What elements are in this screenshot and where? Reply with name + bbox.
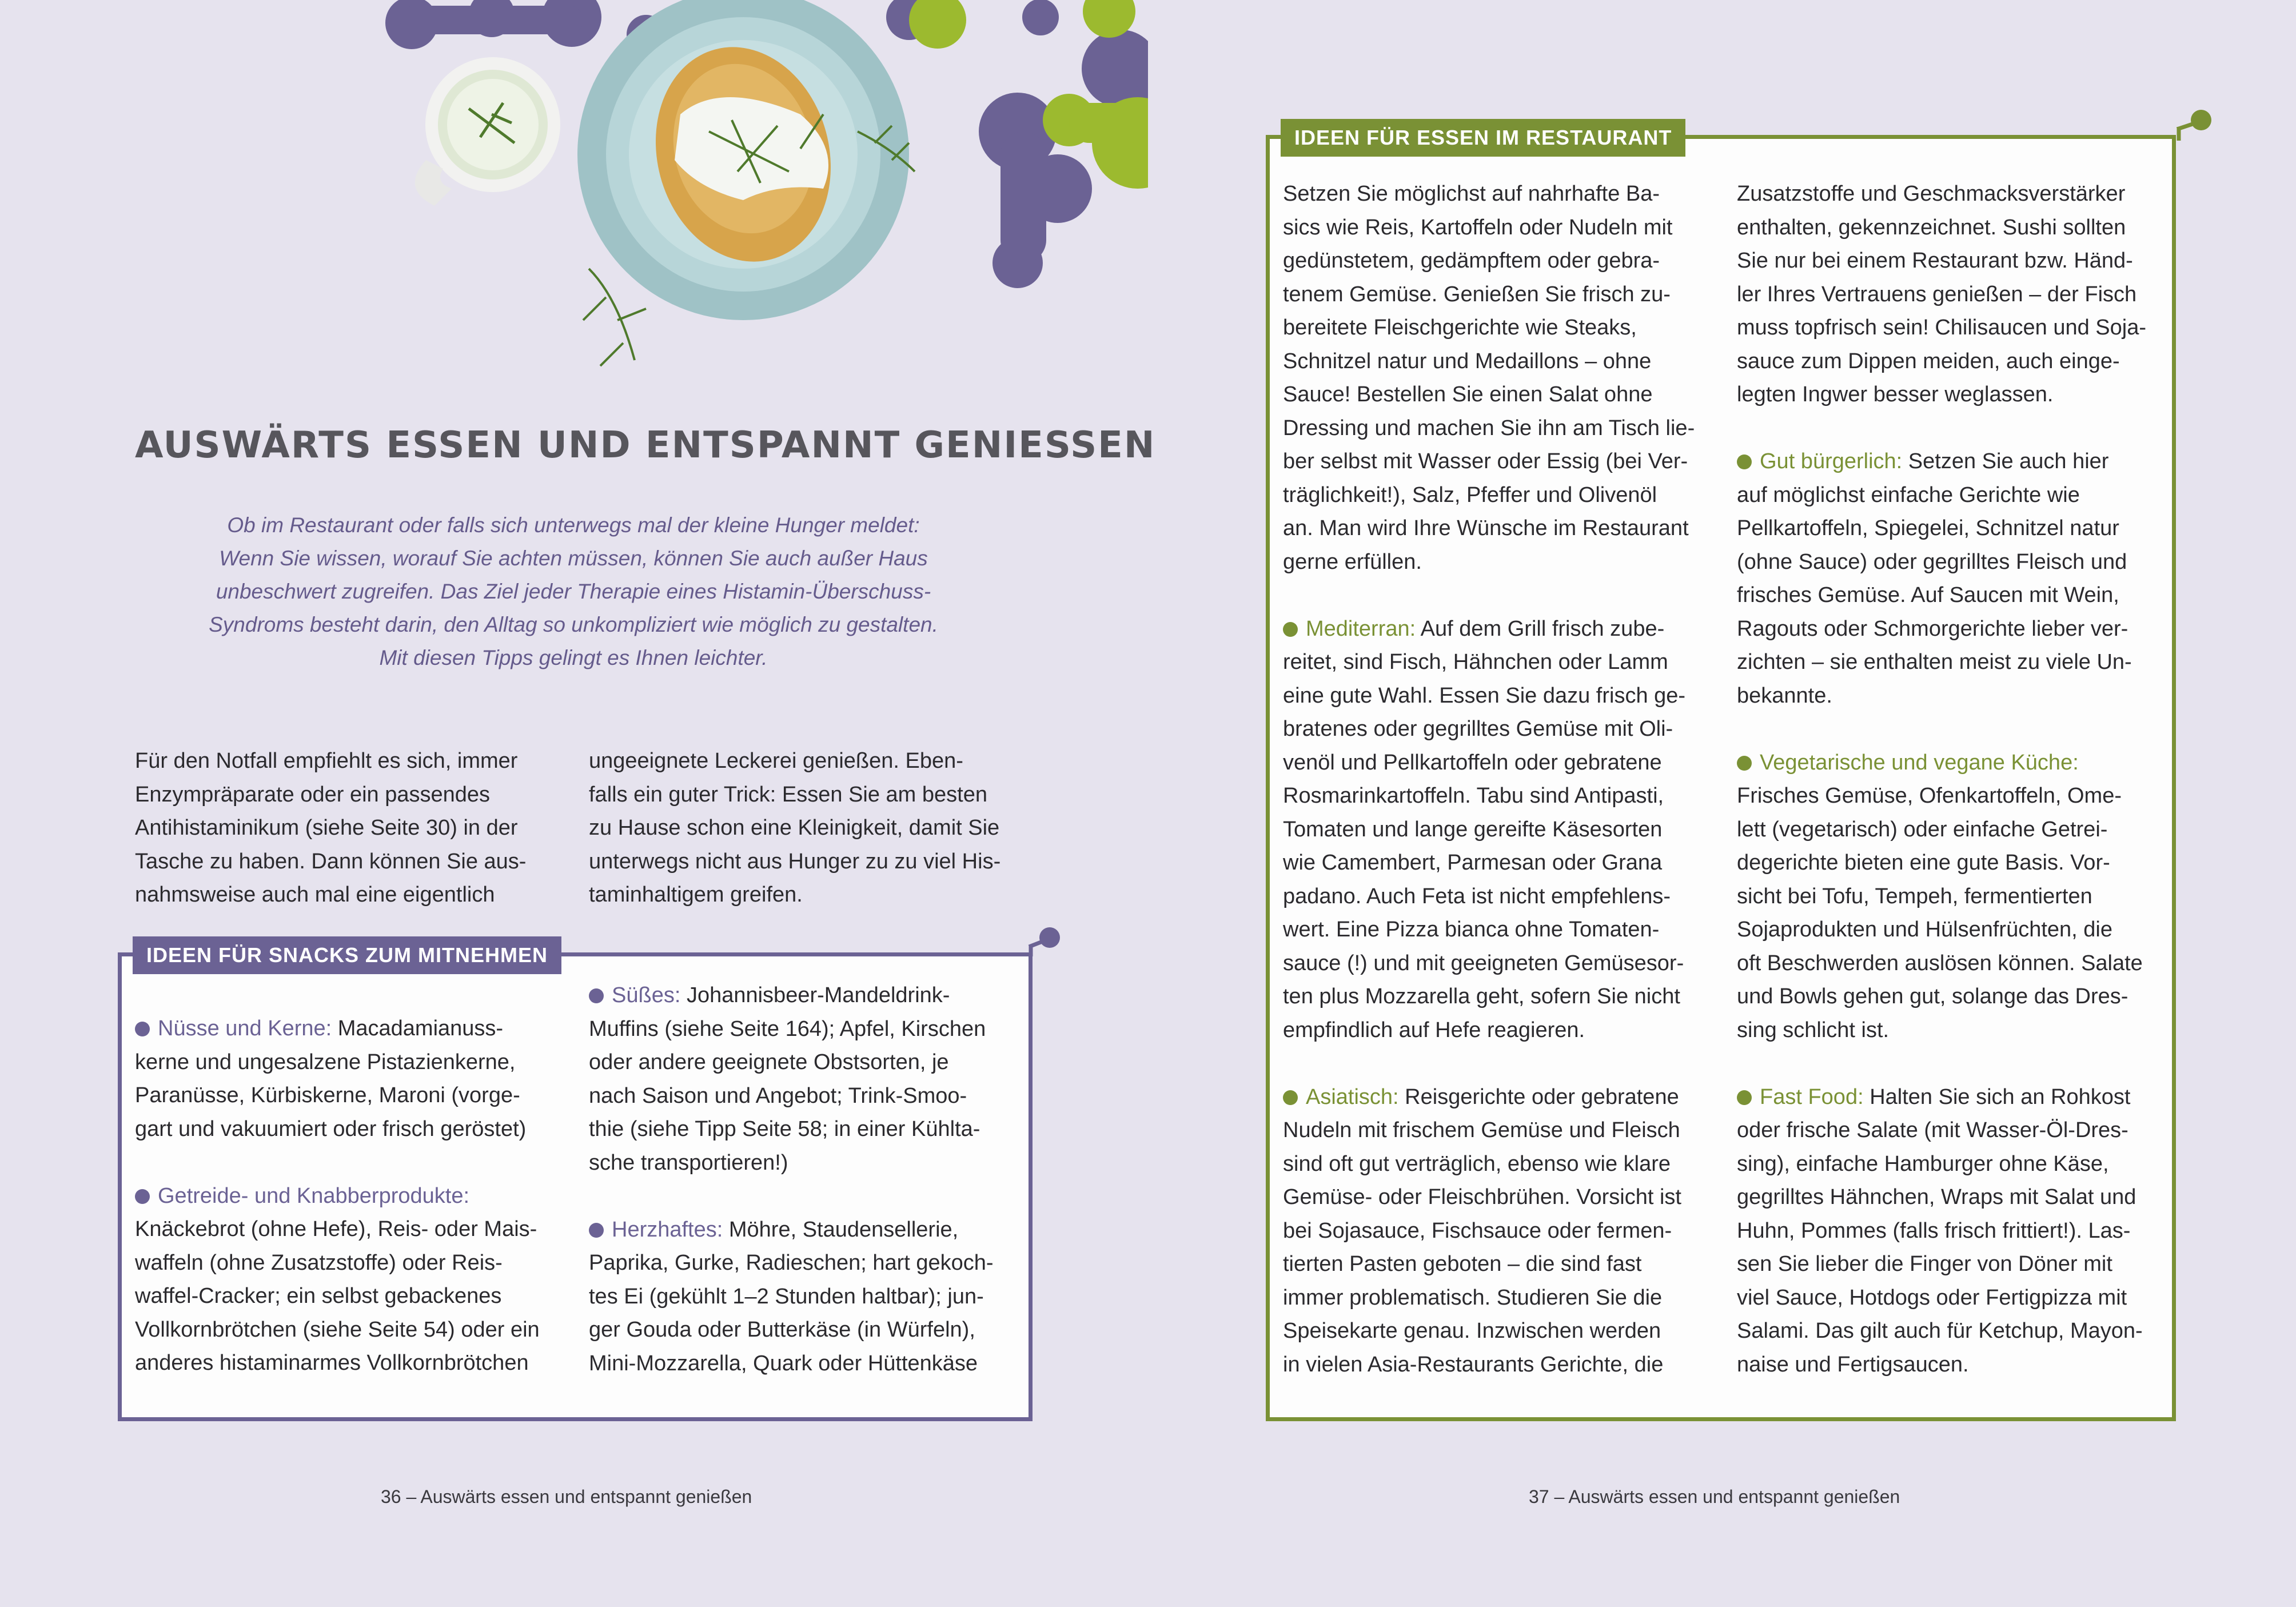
restaurant-line: (ohne Sauce) oder gegrilltes Fleisch und	[1737, 549, 2127, 574]
restaurant-line: ber selbst mit Wasser oder Essig (bei Ver-	[1283, 449, 1688, 473]
intro-text	[143, 509, 1004, 675]
snack-line: Knäckebrot (ohne Hefe), Reis- oder Mais-	[135, 1217, 537, 1241]
restaurant-line: Sojaprodukten und Hülsenfrüchten, die	[1737, 918, 2113, 942]
snack-column-2	[589, 979, 1023, 1380]
restaurant-line: gerne erfüllen.	[1283, 549, 1422, 574]
bullet-icon	[1283, 1090, 1298, 1105]
restaurant-line: Auf dem Grill frisch zube-	[1416, 616, 1665, 641]
restaurant-line: ten plus Mozzarella geht, sofern Sie nicht	[1283, 984, 1680, 1008]
restaurant-line: Rosmarinkartoffeln. Tabu sind Antipasti,	[1283, 784, 1664, 808]
snack-line: thie (siehe Tipp Seite 58; in einer Kühlta-	[589, 1117, 980, 1141]
snack-line: nach Saison und Angebot; Trink-Smoo-	[589, 1083, 967, 1108]
snack-line: Vollkornbrötchen (siehe Seite 54) oder ein	[135, 1317, 540, 1342]
restaurant-line: degerichte bieten eine gute Basis. Vor-	[1737, 851, 2110, 875]
intro-line: Ob im Restaurant oder falls sich unterwegs mal der kleine Hunger meldet:	[227, 513, 920, 537]
bullet-icon	[1737, 1090, 1752, 1105]
intro-line: Mit diesen Tipps gelingt es Ihnen leichter.	[379, 646, 768, 669]
snack-line: waffel-Cracker; ein selbst gebackenes	[135, 1284, 502, 1308]
snack-item-nuesse	[135, 1012, 569, 1046]
page-headline: AUSWÄRTS ESSEN UND ENTSPANNT GENIESSEN	[135, 424, 1156, 466]
restaurant-line: Salami. Das gilt auch für Ketchup, Mayon-	[1737, 1319, 2143, 1343]
snack-line: gart und vakuumiert oder frisch geröstet)	[135, 1116, 527, 1141]
restaurant-line: legten Ingwer besser weglassen.	[1737, 382, 2054, 406]
food-photo-illustration	[0, 0, 1148, 412]
right-page	[1148, 0, 2296, 1607]
snack-heading: Süßes:	[612, 983, 681, 1007]
restaurant-heading: Gut bürgerlich:	[1760, 449, 1903, 473]
snack-line: waffeln (ohne Zusatzstoffe) oder Reis-	[135, 1250, 503, 1275]
restaurant-line: bei Sojasauce, Fischsauce oder fermen-	[1283, 1218, 1672, 1243]
body-line: taminhaltigem greifen.	[589, 883, 803, 907]
snack-box-title: IDEEN FÜR SNACKS ZUM MITNEHMEN	[133, 936, 561, 974]
snack-line: kerne und ungesalzene Pistazienkerne,	[135, 1050, 516, 1074]
body-line: Antihistaminikum (siehe Seite 30) in der	[135, 816, 518, 840]
restaurant-item-mediterran	[1283, 612, 1729, 646]
restaurant-line: eine gute Wahl. Essen Sie dazu frisch ge-	[1283, 683, 1686, 708]
bullet-icon	[1283, 622, 1298, 637]
restaurant-line: Dressing und machen Sie ihn am Tisch lie-	[1283, 416, 1695, 440]
restaurant-line: wert. Eine Pizza bianca ohne Tomaten-	[1283, 918, 1660, 942]
restaurant-line: an. Man wird Ihre Wünsche im Restaurant	[1283, 516, 1689, 540]
restaurant-line: Huhn, Pommes (falls frisch frittiert!). Las-	[1737, 1218, 2131, 1243]
restaurant-line: lett (vegetarisch) oder einfache Getrei-	[1737, 817, 2108, 842]
restaurant-line: auf möglichst einfache Gerichte wie	[1737, 483, 2080, 507]
snack-line: Mini-Mozzarella, Quark oder Hüttenkäse	[589, 1351, 978, 1375]
restaurant-line: frisches Gemüse. Auf Saucen mit Wein,	[1737, 583, 2119, 607]
snack-item-herzhaftes	[589, 1213, 1023, 1247]
restaurant-line: Ragouts oder Schmorgerichte lieber ver-	[1737, 616, 2128, 641]
restaurant-line: Setzen Sie möglichst auf nahrhafte Ba-	[1283, 182, 1660, 206]
restaurant-line: immer problematisch. Studieren Sie die	[1283, 1285, 1663, 1310]
restaurant-line: sicht bei Tofu, Tempeh, fermentierten	[1737, 884, 2092, 908]
snack-line: sche transportieren!)	[589, 1150, 788, 1175]
restaurant-line: Tomaten und lange gereifte Käsesorten	[1283, 817, 1663, 842]
intro-line: Syndroms besteht darin, den Alltag so unkompliziert wie möglich zu gestalten.	[209, 613, 938, 636]
body-column-2	[589, 744, 1023, 912]
box-connector-dot	[2175, 106, 2215, 146]
restaurant-heading: Mediterran:	[1306, 616, 1416, 641]
restaurant-line: Reisgerichte oder gebratene	[1398, 1084, 1679, 1109]
snack-line: Muffins (siehe Seite 164); Apfel, Kirschen	[589, 1016, 986, 1041]
body-line: zu Hause schon eine Kleinigkeit, damit Sie	[589, 816, 1000, 840]
potato-plate-image	[577, 0, 915, 366]
body-line: Enzympräparate oder ein passendes	[135, 782, 491, 807]
snack-line: Macadamianuss-	[332, 1016, 504, 1040]
restaurant-line: zichten – sie enthalten meist zu viele Un-	[1737, 650, 2132, 674]
body-line: nahmsweise auch mal eine eigentlich	[135, 883, 495, 907]
intro-line: Wenn Sie wissen, worauf Sie achten müssen, können Sie auch außer Haus	[219, 547, 928, 570]
restaurant-column-1	[1283, 177, 1729, 1381]
restaurant-line: tierten Pasten geboten – die sind fast	[1283, 1252, 1642, 1276]
intro-line: unbeschwert zugreifen. Das Ziel jeder Therapie eines Histamin-Überschuss-	[216, 580, 931, 603]
snack-line: tes Ei (gekühlt 1–2 Stunden haltbar); jun-	[589, 1284, 984, 1309]
restaurant-line: sics wie Reis, Kartoffeln oder Nudeln mit	[1283, 215, 1673, 240]
page-footer-right: 37 – Auswärts essen und entspannt genießen	[1529, 1486, 1900, 1507]
restaurant-line: padano. Auch Feta ist nicht empfehlens-	[1283, 884, 1671, 908]
snack-heading: Herzhaftes:	[612, 1217, 723, 1242]
restaurant-item-fast-food	[1737, 1080, 2177, 1114]
restaurant-line: wie Camembert, Parmesan oder Grana	[1283, 851, 1663, 875]
restaurant-line: Sauce! Bestellen Sie einen Salat ohne	[1283, 382, 1653, 406]
snack-item-getreide	[135, 1179, 569, 1213]
body-line: falls ein guter Trick: Essen Sie am besten	[589, 782, 987, 807]
restaurant-line: träglichkeit!), Salz, Pfeffer und Olivenöl	[1283, 483, 1657, 507]
snack-line: Möhre, Staudensellerie,	[723, 1217, 959, 1242]
restaurant-line: viel Sauce, Hotdogs oder Fertigpizza mit	[1737, 1285, 2127, 1310]
restaurant-line: bratenes oder gegrilltes Gemüse mit Oli-	[1283, 717, 1673, 741]
snack-line: Johannisbeer-Mandeldrink-	[680, 983, 950, 1007]
restaurant-line: Schnitzel natur und Medaillons – ohne	[1283, 349, 1652, 373]
restaurant-line: muss topfrisch sein! Chilisaucen und Soja-	[1737, 316, 2147, 340]
restaurant-line: tenem Gemüse. Genießen Sie frisch zu-	[1283, 282, 1671, 306]
snack-heading: Nüsse und Kerne:	[158, 1016, 332, 1040]
restaurant-item-vegetarisch	[1737, 746, 2177, 780]
restaurant-item-asiatisch	[1283, 1080, 1729, 1114]
box-connector-dot	[1027, 925, 1061, 959]
bullet-icon	[1737, 454, 1752, 469]
restaurant-line: Nudeln mit frischem Gemüse und Fleisch	[1283, 1118, 1680, 1142]
restaurant-line: und Bowls gehen gut, solange das Dres-	[1737, 984, 2128, 1008]
restaurant-line: oft Beschwerden auslösen können. Salate	[1737, 951, 2143, 975]
restaurant-box-title: IDEEN FÜR ESSEN IM RESTAURANT	[1281, 119, 1685, 157]
restaurant-line: gedünstetem, gedämpftem oder gebra-	[1283, 249, 1660, 273]
snack-line: Paprika, Gurke, Radieschen; hart gekoch-	[589, 1251, 994, 1275]
restaurant-line: sing), einfache Hamburger ohne Käse,	[1737, 1151, 2109, 1176]
snack-line: Paranüsse, Kürbiskerne, Maroni (vorge-	[135, 1083, 520, 1107]
page-footer-left: 36 – Auswärts essen und entspannt genießen	[381, 1486, 752, 1507]
snack-line: oder andere geeignete Obstsorten, je	[589, 1050, 949, 1074]
restaurant-line: Halten Sie sich an Rohkost	[1863, 1084, 2131, 1109]
restaurant-line: Setzen Sie auch hier	[1902, 449, 2109, 473]
restaurant-line: Frisches Gemüse, Ofenkartoffeln, Ome-	[1737, 784, 2122, 808]
bullet-icon	[1737, 756, 1752, 771]
restaurant-line: enthalten, gekennzeichnet. Sushi sollten	[1737, 215, 2126, 240]
bullet-icon	[135, 1189, 150, 1204]
restaurant-heading: Fast Food:	[1760, 1084, 1864, 1109]
restaurant-line: in vielen Asia-Restaurants Gerichte, die	[1283, 1352, 1664, 1377]
restaurant-column-2	[1737, 177, 2177, 1381]
restaurant-line: bekannte.	[1737, 683, 1832, 708]
restaurant-line: Speisekarte genau. Inzwischen werden	[1283, 1319, 1661, 1343]
snack-line: ger Gouda oder Butterkäse (in Würfeln),	[589, 1318, 975, 1342]
snack-column-1	[135, 1012, 569, 1380]
bullet-icon	[589, 1223, 604, 1238]
restaurant-heading: Asiatisch:	[1306, 1084, 1399, 1109]
restaurant-line: Zusatzstoffe und Geschmacksverstärker	[1737, 182, 2126, 206]
snack-item-suesses	[589, 979, 1023, 1012]
restaurant-line: oder frische Salate (mit Wasser-Öl-Dres-	[1737, 1118, 2128, 1142]
snack-line: anderes histaminarmes Vollkornbrötchen	[135, 1351, 529, 1375]
restaurant-line: bereitete Fleischgerichte wie Steaks,	[1283, 316, 1637, 340]
restaurant-line: ler Ihres Vertrauens genießen – der Fisch	[1737, 282, 2137, 306]
body-line: unterwegs nicht aus Hunger zu zu viel His-	[589, 849, 1001, 874]
bullet-icon	[589, 988, 604, 1003]
restaurant-item-gut-buergerlich	[1737, 445, 2177, 478]
dip-cup-image	[415, 57, 560, 206]
restaurant-line: gegrilltes Hähnchen, Wraps mit Salat und	[1737, 1185, 2136, 1209]
body-line: ungeeignete Leckerei genießen. Eben-	[589, 749, 963, 773]
restaurant-line: naise und Fertigsaucen.	[1737, 1352, 1969, 1377]
snack-heading: Getreide- und Knabberprodukte:	[158, 1183, 470, 1208]
body-line: Tasche zu haben. Dann können Sie aus-	[135, 849, 527, 874]
body-column-1	[135, 744, 569, 912]
body-line: Für den Notfall empfiehlt es sich, immer	[135, 749, 518, 773]
restaurant-line: sauce zum Dippen meiden, auch einge-	[1737, 349, 2120, 373]
restaurant-line: Sie nur bei einem Restaurant bzw. Händ-	[1737, 249, 2133, 273]
restaurant-line: Gemüse- oder Fleischbrühen. Vorsicht ist	[1283, 1185, 1681, 1209]
bullet-icon	[135, 1022, 150, 1036]
restaurant-line: sen Sie lieber die Finger von Döner mit	[1737, 1252, 2112, 1276]
restaurant-heading: Vegetarische und vegane Küche:	[1760, 750, 2079, 775]
restaurant-line: venöl und Pellkartoffeln oder gebratene	[1283, 750, 1662, 775]
restaurant-line: Pellkartoffeln, Spiegelei, Schnitzel natur	[1737, 516, 2119, 540]
restaurant-line: reitet, sind Fisch, Hähnchen oder Lamm	[1283, 650, 1668, 674]
restaurant-line: sing schlicht ist.	[1737, 1018, 1890, 1042]
restaurant-line: empfindlich auf Hefe reagieren.	[1283, 1018, 1585, 1042]
restaurant-line: sauce (!) und mit geeigneten Gemüsesor-	[1283, 951, 1684, 975]
restaurant-line: sind oft gut verträglich, ebenso wie klare	[1283, 1151, 1671, 1176]
